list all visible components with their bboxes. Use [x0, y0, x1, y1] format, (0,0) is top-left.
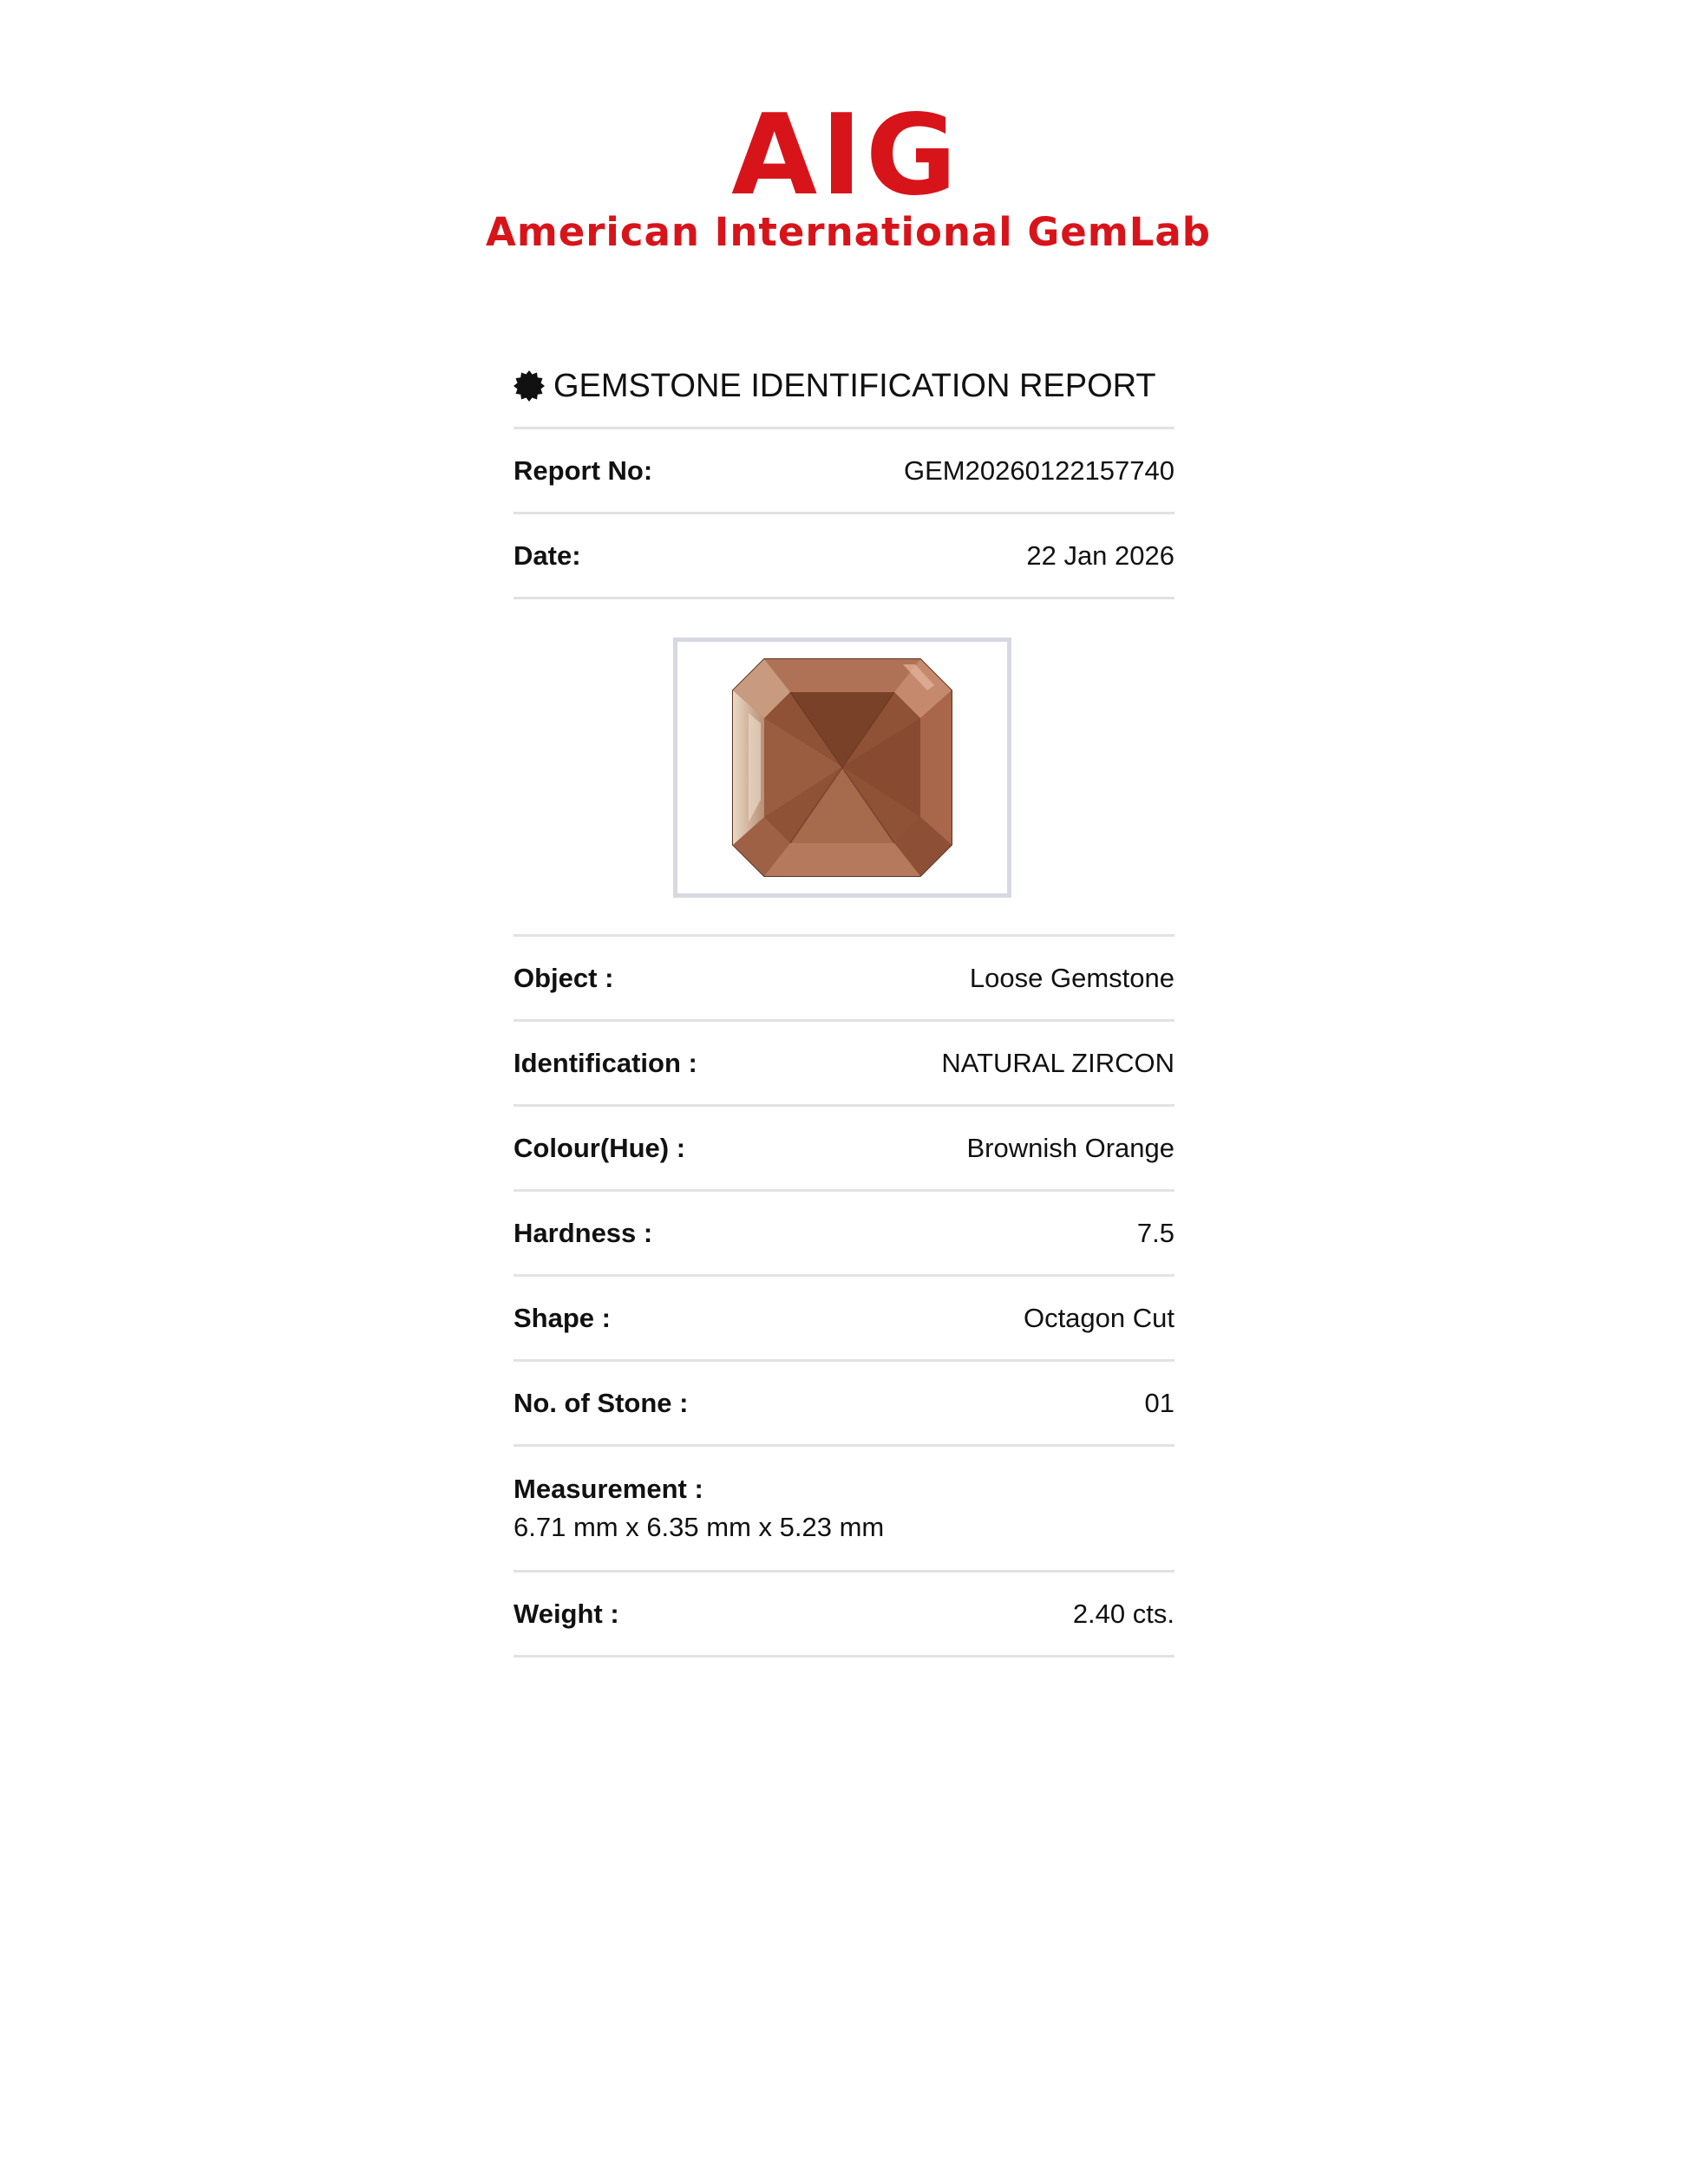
identification-row — [514, 1022, 1174, 1107]
logo-name: American International GemLab — [486, 209, 1211, 255]
report-section — [514, 356, 1174, 1658]
object-value: Loose Gemstone — [969, 962, 1174, 993]
gem-image — [730, 652, 955, 883]
measurement-label: Measurement : — [514, 1474, 703, 1504]
object-row — [514, 937, 1174, 1022]
shape-value: Octagon Cut — [1023, 1302, 1174, 1333]
aig-logo — [486, 91, 1211, 260]
hardness-value: 7.5 — [1136, 1217, 1174, 1248]
measurement-row — [514, 1447, 1174, 1573]
gem-photo — [673, 638, 1011, 898]
report-no-row — [514, 429, 1174, 514]
hardness-row — [514, 1192, 1174, 1277]
stones-value: 01 — [1144, 1387, 1174, 1418]
measurement-value: 6.71 mm x 6.35 mm x 5.23 mm — [514, 1512, 885, 1542]
weight-label: Weight : — [514, 1598, 619, 1629]
report-no-label: Report No: — [514, 454, 653, 486]
identification-value: NATURAL ZIRCON — [941, 1047, 1174, 1078]
weight-row — [514, 1573, 1174, 1658]
object-label: Object : — [514, 962, 614, 993]
date-label: Date: — [514, 539, 581, 571]
hardness-label: Hardness : — [514, 1217, 653, 1248]
report-title-row — [514, 356, 1174, 429]
stones-label: No. of Stone : — [514, 1387, 689, 1418]
date-value: 22 Jan 2026 — [1026, 539, 1174, 571]
weight-value: 2.40 cts. — [1072, 1598, 1174, 1629]
stones-row — [514, 1362, 1174, 1447]
logo-mark: AIG — [731, 91, 960, 220]
colour-value: Brownish Orange — [966, 1132, 1174, 1163]
report-title: GEMSTONE IDENTIFICATION REPORT — [553, 367, 1156, 404]
colour-label: Colour(Hue) : — [514, 1132, 686, 1163]
shape-row — [514, 1277, 1174, 1362]
date-row — [514, 514, 1174, 599]
colour-row — [514, 1107, 1174, 1192]
gem-photo-section — [514, 599, 1174, 937]
seal-badge-icon — [514, 370, 545, 402]
report-no-value: GEM20260122157740 — [904, 454, 1174, 486]
identification-label: Identification : — [514, 1047, 697, 1078]
shape-label: Shape : — [514, 1302, 611, 1333]
